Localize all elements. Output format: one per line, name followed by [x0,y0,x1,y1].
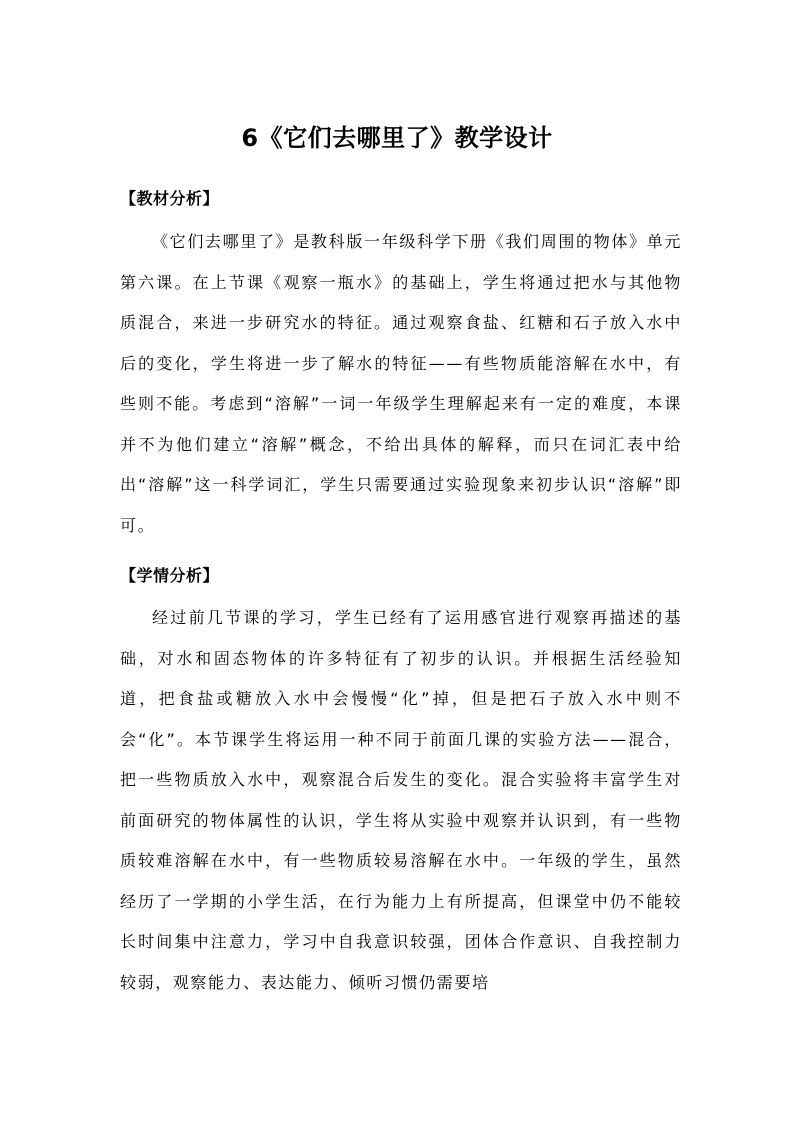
section-heading-textbook-analysis: 【教材分析】 [120,189,220,208]
section-body-student-analysis: 经过前几节课的学习，学生已经有了运用感官进行观察再描述的基础，对水和固态物体的许多特征有了初步的认识。并根据生活经验知道，把食盐或糖放入水中会慢慢“化”掉，但是把石子放入水中则不会“化”。本节课学生将运用一种不同于前面几课的实验方法——混合，把一些物质放入水中，观察混合后发生的变化。混合实验将丰富学生对前面研究的物体属性的认识，学生将从实验中观察并认识到，有一些物质较难溶解在水中，有一些物质较易溶解在水中。一年级的学生，虽然经历了一学期的小学生活，在行为能力上有所提高，但课堂中仍不能较长时间集中注意力，学习中自我意识较强，团体合作意识、自我控制力较弱，观察能力、表达能力、倾听习惯仍需要培 [120,608,682,992]
page-title: 6《它们去哪里了》教学设计 [241,124,553,152]
section-body-textbook-analysis: 《它们去哪里了》是教科版一年级科学下册《我们周围的物体》单元第六课。在上节课《观察一瓶水》的基础上，学生将通过把水与其他物质混合，来进一步研究水的特征。通过观察食盐、红糖和石子放入水中后的变化，学生将进一步了解水的特征——有些物质能溶解在水中，有些则不能。考虑到“溶解”一词一年级学生理解起来有一定的难度，本课并不为他们建立“溶解”概念，不给出具体的解释，而只在词汇表中给出“溶解”这一科学词汇，学生只需要通过实验现象来初步认识“溶解”即可。 [120,232,682,535]
section-heading-student-analysis: 【学情分析】 [120,566,220,585]
